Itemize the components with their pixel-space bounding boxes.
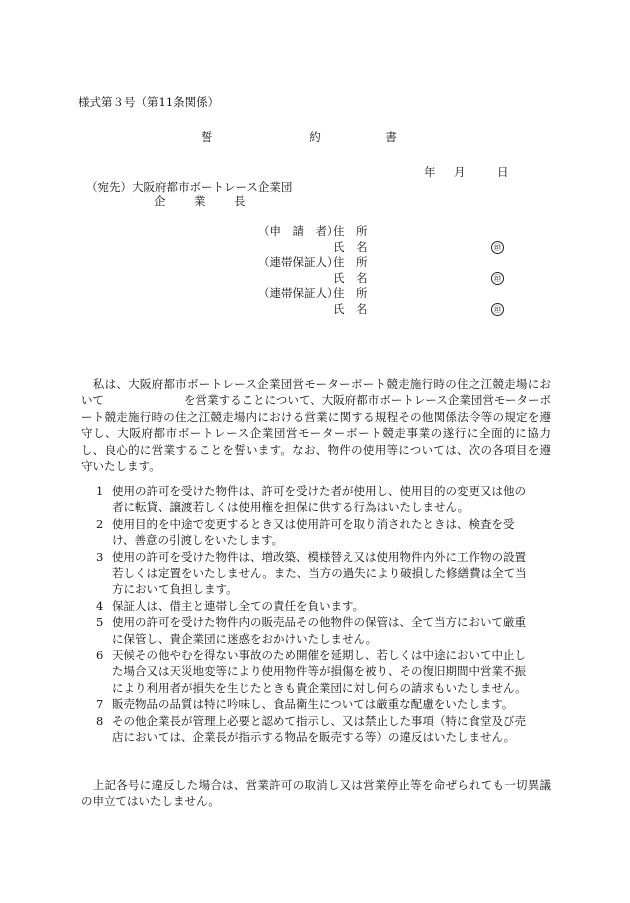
list-item <box>96 647 532 696</box>
terms-list <box>96 483 532 746</box>
title-char-3: 書 <box>385 130 397 144</box>
intro-paragraph <box>81 376 551 474</box>
item-number: 6 <box>96 648 104 663</box>
list-item <box>96 483 532 516</box>
item-text: 保証人は、借主と連帯し全ての責任を負います。 <box>112 598 365 613</box>
guarantor-2-seal-mark: ㊞ <box>491 303 504 316</box>
intro-part-2: を営業することについて、大阪府都市ボートレース企業団営モーターボート競走施行時の住之江競走場内における営業に関する規程その他関係法令等の規定を遵守し、大阪府都市ボートレース企業団営モーターボート競走事業の遂行に全面的に協力し、良心的に営業することを誓います。なお、物件の使用等については、次の各項目を遵守いたします。 <box>81 393 551 474</box>
item-number: 3 <box>96 549 104 564</box>
item-number: 8 <box>96 713 104 728</box>
guarantor-2-address-label: 住 所 <box>333 286 368 300</box>
role-guarantor-1: （連帯保証人） <box>258 255 339 269</box>
item-number: 1 <box>96 484 104 498</box>
applicant-name-label: 氏 名 <box>333 240 368 254</box>
guarantor-2-name-label: 氏 名 <box>333 302 368 316</box>
guarantor-1-address-label: 住 所 <box>333 255 368 269</box>
addressee-title <box>154 196 246 208</box>
list-item <box>96 614 532 647</box>
list-item <box>96 713 532 746</box>
applicant-address-label: 住 所 <box>333 224 368 238</box>
date-month-label: 月 <box>454 165 466 179</box>
guarantor-1-name-label: 氏 名 <box>333 271 368 285</box>
addressee-title-char-2: 業 <box>194 194 206 208</box>
date-day-label: 日 <box>497 165 509 179</box>
list-item <box>96 516 532 549</box>
closing-paragraph: 上記各号に違反した場合は、営業許可の取消し又は営業停止等を命ぜられても一切異議の申立てはいたしません。 <box>81 778 551 809</box>
date-line <box>424 165 509 179</box>
guarantor-1-seal-mark: ㊞ <box>491 272 504 285</box>
role-guarantor-2: （連帯保証人） <box>258 286 339 300</box>
item-number: 5 <box>96 615 104 630</box>
addressee-organization: （宛先）大阪府都市ボートレース企業団 <box>86 180 293 194</box>
item-text: 天候その他やむを得ない事故のため開催を延期し、若しくは中途において中止した場合又は天災地変等により使用物件等が損傷を被り、その復旧期間中営業不振により利用者が損失を生じたときも貴企業団に対し何らの請求もいたしません。 <box>112 648 527 695</box>
item-text: その他企業長が管理上必要と認めて指示し、又は禁止した事項（特に食堂及び売店においては、企業長が指示する物品を販売する等）の違反はいたしません。 <box>112 713 526 745</box>
item-text: 使用目的を中途で変更するとき又は使用許可を取り消されたときは、検査を受け、善意の引渡しをいたします。 <box>112 516 515 548</box>
item-text: 使用の許可を受けた物件は、許可を受けた者が使用し、使用目的の変更又は他の者に転貸、譲渡若しくは使用権を担保に供する行為はいたしません。 <box>112 484 526 515</box>
role-applicant: （申 請 者） <box>258 224 339 238</box>
list-item <box>96 549 532 598</box>
item-number: 2 <box>96 516 104 531</box>
item-text: 使用の許可を受けた物件は、増改築、模様替え又は使用物件内外に工作物の設置若しくは定置をいたしません。また、当方の過失により破損した修繕費は全て当方において負担します。 <box>112 549 527 597</box>
item-text: 販売物品の品質は特に吟味し、食品衛生については厳重な配慮をいたします。 <box>112 697 514 712</box>
item-text: 使用の許可を受けた物件内の販売品その他物件の保管は、全て当方において厳重に保管し、貴企業団に迷惑をおかけいたしません。 <box>112 615 526 646</box>
title-char-2: 約 <box>309 130 321 144</box>
document-title <box>0 132 630 144</box>
item-number: 4 <box>96 598 104 613</box>
date-year-label: 年 <box>424 165 436 179</box>
addressee-title-char-3: 長 <box>234 194 246 208</box>
applicant-seal-mark: ㊞ <box>491 241 504 254</box>
intro-part-1: 私は、大阪府都市ボートレース企業団営モーターボート競走施行時の住之江競走場において <box>81 377 551 408</box>
list-item <box>96 598 532 614</box>
form-number: 様式第３号（第11条関係） <box>78 95 220 109</box>
item-number: 7 <box>96 697 104 712</box>
list-item <box>96 696 532 712</box>
addressee-title-char-1: 企 <box>154 194 166 208</box>
title-char-1: 誓 <box>201 130 213 144</box>
